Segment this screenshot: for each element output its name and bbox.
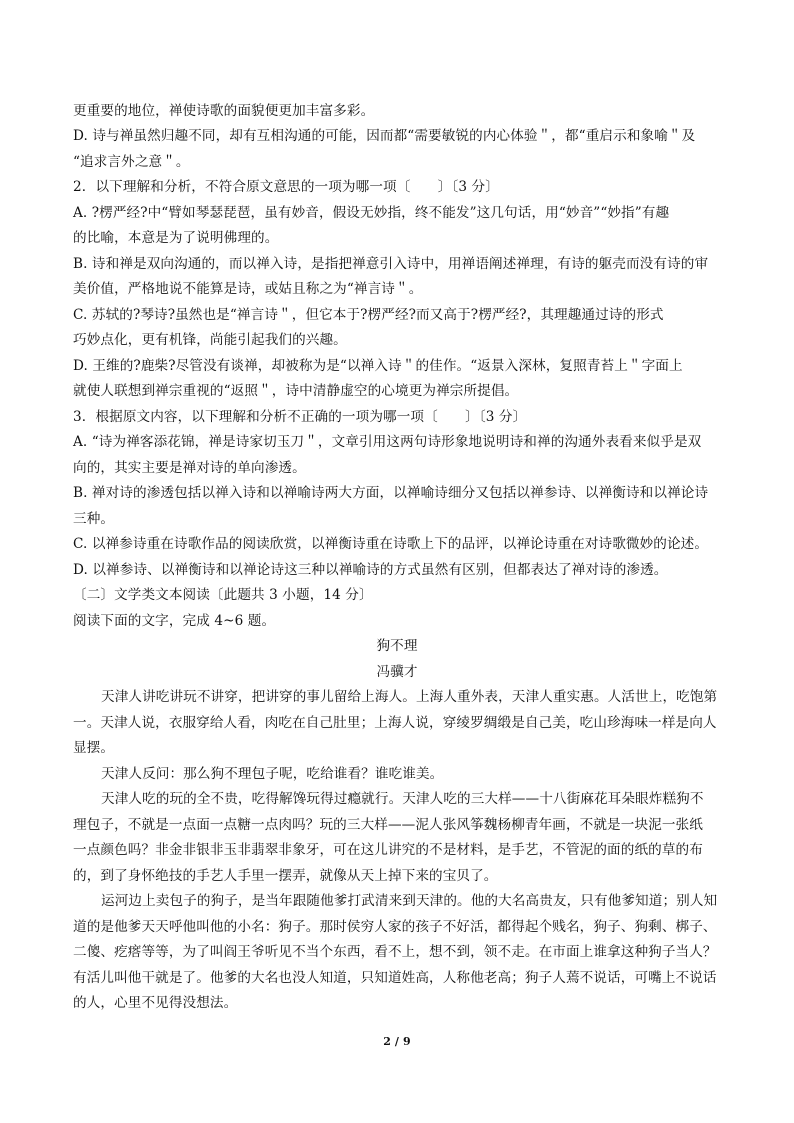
body-line: 天津人反问：那么狗不理包子呢，吃给谁看？谁吃谁美。	[101, 766, 444, 782]
body-line: 天津人讲吃讲玩不讲穿，把讲穿的事儿留给上海人。上海人重外表，天津人重实惠。人活世上，吃饱第	[101, 689, 718, 705]
body-line: 二傻、疙瘩等等，为了叫阎王爷听见不当个东西，看不上，想不到，领不走。在市面上谁拿这种狗子当人？	[73, 944, 717, 960]
option-3c: C. 以禅参诗重在诗歌作品的阅读欣赏，以禅衡诗重在诗歌上下的品评，以禅论诗重在对诗歌微妙的论述。	[73, 536, 709, 552]
text-line: 巧妙点化，更有机锋，尚能引起我们的兴趣。	[73, 332, 347, 348]
story-title: 狗不理	[376, 638, 418, 654]
body-line: 一点颜色吗？非金非银非玉非翡翠非象牙，可在这儿讲究的不是材料，是手艺，不管泥的面的纸的草的布	[73, 842, 703, 858]
body-line: 的人，心里不见得没想法。	[73, 995, 238, 1011]
page-number: 2 / 9	[383, 1035, 411, 1048]
body-line: 有活儿叫他干就是了。他爹的大名也没人知道，只知道姓高，人称他老高；狗子人蔫不说话，可嘴上不说话	[73, 970, 717, 986]
section-heading: 〔二〕文学类文本阅读〔此题共 3 小题，14 分〕	[73, 587, 373, 603]
option-2c: C. 苏轼的?琴诗?虽然也是“禅言诗＂，但它本于?楞严经?而又高于?楞严经?，其理趣通过诗的形式	[73, 307, 664, 323]
text-line: D. 诗与禅虽然归趣不同，却有互相沟通的可能，因而都“需要敏锐的内心体验＂，都“重启示和象喻＂及	[73, 128, 696, 144]
body-line: 显摆。	[73, 740, 115, 756]
text-line: 向的，其实主要是禅对诗的单向渗透。	[73, 460, 306, 476]
option-2a: A. ?楞严经?中“臂如琴瑟琵琶，虽有妙音，假设无妙指，终不能发”这几句话，用“妙音”“妙指”有趣	[73, 205, 670, 221]
question-3-stem: 3．根据原文内容，以下理解和分析不正确的一项为哪一项〔 〕〔3 分〕	[73, 409, 527, 425]
text-line: 就使人联想到禅宗重视的“返照＂，诗中清静虚空的心境更为禅宗所提倡。	[73, 383, 519, 399]
instruction-line: 阅读下面的文字，完成 4~6 题。	[73, 613, 276, 629]
text-line: 美价值，严格地说不能算是诗，或姑且称之为“禅言诗＂。	[73, 281, 423, 297]
option-2d: D. 王维的?鹿柴?尽管没有谈禅，却被称为是“以禅入诗＂的佳作。“返景入深林，复照青苔上＂字面上	[73, 358, 683, 374]
option-3b: B. 禅对诗的渗透包括以禅入诗和以禅喻诗两大方面，以禅喻诗细分又包括以禅参诗、以禅衡诗和以禅论诗	[73, 485, 709, 501]
story-author: 冯骥才	[376, 664, 418, 680]
option-2b: B. 诗和禅是双向沟通的，而以禅入诗，是指把禅意引入诗中，用禅语阐述禅理，有诗的躯壳而没有诗的审	[73, 256, 709, 272]
option-3a: A. “诗为禅客添花锦，禅是诗家切玉刀＂，文章引用这两句诗形象地说明诗和禅的沟通外表看来似乎是双	[73, 434, 702, 450]
text-line: 更重要的地位，禅使诗歌的面貌便更加丰富多彩。	[73, 103, 375, 119]
body-line: 理包子，不就是一点面一点糖一点肉吗？玩的三大样——泥人张风筝魏杨柳青年画，不就是一块泥一张纸	[73, 817, 703, 833]
question-2-stem: 2．以下理解和分析，不符合原文意思的一项为哪一项〔 〕〔3 分〕	[73, 179, 499, 195]
body-line: 运河边上卖包子的狗子，是当年跟随他爹打武清来到天津的。他的大名高贵友，只有他爹知道；别人知	[101, 893, 718, 909]
body-line: 的，到了身怀绝技的手艺人手里一摆弄，就像从天上掉下来的宝贝了。	[73, 868, 498, 884]
body-line: 道的是他爹天天呼他叫他的小名：狗子。那时侯穷人家的孩子不好活，都得起个贱名，狗子、狗剩、梆子、	[73, 919, 717, 935]
text-line: 三种。	[73, 511, 115, 527]
body-line: 一。天津人说，衣服穿给人看，肉吃在自己肚里；上海人说，穿绫罗绸缎是自己美，吃山珍海味一样是向人	[73, 715, 717, 731]
text-line: 的比喻，本意是为了说明佛理的。	[73, 230, 279, 246]
body-line: 天津人吃的玩的全不贵，吃得解馋玩得过瘾就行。天津人吃的三大样——十八街麻花耳朵眼炸糕狗不	[101, 791, 704, 807]
text-line: “追求言外之意＂。	[73, 154, 190, 170]
option-3d: D. 以禅参诗、以禅衡诗和以禅论诗这三种以禅喻诗的方式虽然有区别，但都表达了禅对诗的渗透。	[73, 562, 668, 578]
